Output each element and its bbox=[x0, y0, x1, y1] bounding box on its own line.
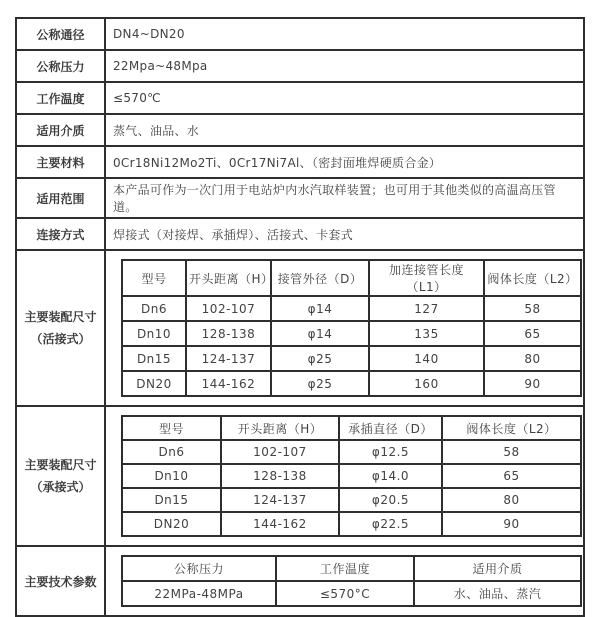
table-cell: 102-107 bbox=[186, 296, 271, 321]
column-header: 公称压力 bbox=[122, 556, 276, 581]
tech-params-section bbox=[16, 546, 584, 616]
table-cell: 80 bbox=[442, 488, 581, 512]
table-cell: 65 bbox=[442, 464, 581, 488]
table-cell: 124-137 bbox=[186, 346, 271, 371]
model-cell: Dn6 bbox=[122, 440, 221, 464]
assembly-socket-label bbox=[16, 406, 105, 546]
table-row bbox=[122, 488, 581, 512]
spec-row-label: 工作温度 bbox=[16, 82, 105, 114]
table-cell: 水、油品、蒸汽 bbox=[414, 581, 581, 606]
assembly-socket-section bbox=[16, 406, 584, 546]
tech-params-cell bbox=[105, 546, 584, 616]
spec-row-label: 主要材料 bbox=[16, 146, 105, 178]
spec-row bbox=[16, 50, 584, 82]
spec-row bbox=[16, 114, 584, 146]
model-cell: Dn10 bbox=[122, 321, 186, 346]
table-header-row bbox=[122, 260, 581, 296]
table-cell: 160 bbox=[369, 371, 484, 396]
assembly-union-label-line1: 主要装配尺寸 bbox=[24, 310, 97, 324]
table-cell: 127 bbox=[369, 296, 484, 321]
table-row bbox=[122, 464, 581, 488]
model-cell: Dn6 bbox=[122, 296, 186, 321]
assembly-socket-label-line1: 主要装配尺寸 bbox=[24, 458, 97, 472]
table-cell: 65 bbox=[484, 321, 581, 346]
table-cell: 90 bbox=[484, 371, 581, 396]
model-cell: DN20 bbox=[122, 371, 186, 396]
table-cell: φ20.5 bbox=[339, 488, 442, 512]
spec-row bbox=[16, 18, 584, 50]
model-cell: Dn10 bbox=[122, 464, 221, 488]
column-header: 阀体长度（L2） bbox=[442, 416, 581, 440]
column-header: 承插直径（D） bbox=[339, 416, 442, 440]
tech-params-label: 主要技术参数 bbox=[16, 546, 105, 616]
table-cell: ≤570°C bbox=[276, 581, 414, 606]
column-header: 型号 bbox=[122, 260, 186, 296]
tech-params-table bbox=[121, 555, 582, 607]
table-row bbox=[122, 321, 581, 346]
spec-row-label: 适用范围 bbox=[16, 178, 105, 218]
spec-row-value: ≤570℃ bbox=[105, 82, 584, 114]
column-header: 工作温度 bbox=[276, 556, 414, 581]
table-cell: 144-162 bbox=[221, 512, 339, 536]
spec-row-label: 公称压力 bbox=[16, 50, 105, 82]
table-cell: φ14 bbox=[271, 321, 369, 346]
table-cell: 80 bbox=[484, 346, 581, 371]
table-cell: 58 bbox=[442, 440, 581, 464]
column-header: 加连接管长度（L1） bbox=[369, 260, 484, 296]
spec-row-label: 适用介质 bbox=[16, 114, 105, 146]
table-cell: φ25 bbox=[271, 371, 369, 396]
spec-row-label: 公称通径 bbox=[16, 18, 105, 50]
union-dimensions-table bbox=[121, 259, 582, 397]
spec-row bbox=[16, 218, 584, 250]
spec-row-value: 蒸气、油品、水 bbox=[105, 114, 584, 146]
table-cell: 144-162 bbox=[186, 371, 271, 396]
spec-row-value: 本产品可作为一次门用于电站炉内水汽取样装置；也可用于其他类似的高温高压管道。 bbox=[105, 178, 584, 218]
assembly-union-label-line2: （活接式） bbox=[30, 332, 91, 346]
spec-row-value: 0Cr18Ni12Mo2Ti、0Cr17Ni7Al、（密封面堆焊硬质合金） bbox=[105, 146, 584, 178]
table-row bbox=[122, 581, 581, 606]
table-row bbox=[122, 346, 581, 371]
column-header: 开头距离（H） bbox=[221, 416, 339, 440]
table-cell: φ22.5 bbox=[339, 512, 442, 536]
model-cell: DN20 bbox=[122, 512, 221, 536]
table-cell: φ14 bbox=[271, 296, 369, 321]
table-cell: 90 bbox=[442, 512, 581, 536]
table-row bbox=[122, 512, 581, 536]
table-header-row bbox=[122, 556, 581, 581]
column-header: 型号 bbox=[122, 416, 221, 440]
spec-row bbox=[16, 82, 584, 114]
table-cell: 135 bbox=[369, 321, 484, 346]
spec-row-value: 焊接式（对接焊、承插焊）、活接式、卡套式 bbox=[105, 218, 584, 250]
column-header: 开头距离（H） bbox=[186, 260, 271, 296]
column-header: 阀体长度（L2） bbox=[484, 260, 581, 296]
spec-row-value: 22Mpa~48Mpa bbox=[105, 50, 584, 82]
table-cell: 102-107 bbox=[221, 440, 339, 464]
assembly-union-section bbox=[16, 250, 584, 406]
table-row bbox=[122, 440, 581, 464]
table-cell: 22MPa-48MPa bbox=[122, 581, 276, 606]
spec-row bbox=[16, 178, 584, 218]
table-cell: 124-137 bbox=[221, 488, 339, 512]
spec-row bbox=[16, 146, 584, 178]
model-cell: Dn15 bbox=[122, 488, 221, 512]
table-cell: φ25 bbox=[271, 346, 369, 371]
model-cell: Dn15 bbox=[122, 346, 186, 371]
table-row bbox=[122, 296, 581, 321]
spec-row-value: DN4~DN20 bbox=[105, 18, 584, 50]
assembly-socket-label-line2: （承接式） bbox=[30, 480, 91, 494]
table-cell: 128-138 bbox=[221, 464, 339, 488]
table-row bbox=[122, 371, 581, 396]
valve-spec-sheet bbox=[15, 17, 585, 617]
column-header: 适用介质 bbox=[414, 556, 581, 581]
table-header-row bbox=[122, 416, 581, 440]
spec-row-label: 连接方式 bbox=[16, 218, 105, 250]
assembly-union-cell bbox=[105, 250, 584, 406]
spec-table bbox=[15, 17, 585, 617]
table-cell: 58 bbox=[484, 296, 581, 321]
table-cell: 140 bbox=[369, 346, 484, 371]
assembly-union-label bbox=[16, 250, 105, 406]
assembly-socket-cell bbox=[105, 406, 584, 546]
table-cell: 128-138 bbox=[186, 321, 271, 346]
socket-dimensions-table bbox=[121, 415, 582, 537]
column-header: 接管外径（D） bbox=[271, 260, 369, 296]
table-cell: φ14.0 bbox=[339, 464, 442, 488]
table-cell: φ12.5 bbox=[339, 440, 442, 464]
